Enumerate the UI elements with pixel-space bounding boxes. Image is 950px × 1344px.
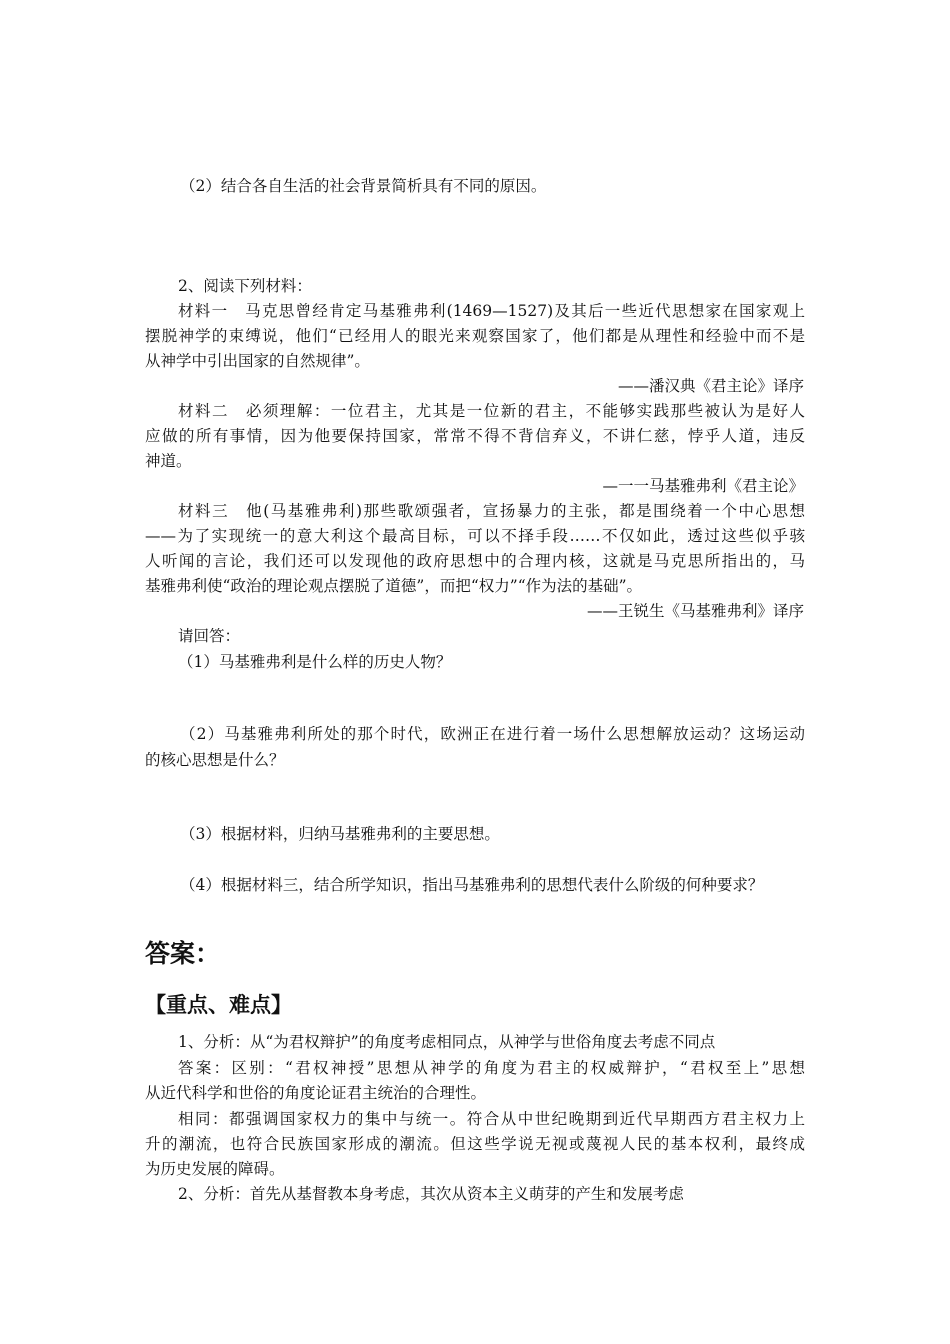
material-2-line-3: 神道。 <box>145 452 192 470</box>
question-2-part-2-line-1: （2）马基雅弗利所处的那个时代，欧洲正在进行着一场什么思想解放运动？这场运动 <box>180 725 805 743</box>
answers-heading: 答案： <box>145 939 221 968</box>
material-1-source: ——潘汉典《君主论》译序 <box>617 377 804 395</box>
material-1-line-3: 从神学中引出国家的自然规律”。 <box>145 352 370 370</box>
material-3-source: ——王锐生《马基雅弗利》译序 <box>586 602 804 620</box>
material-3-line-4: 基雅弗利使“政治的理论观点摆脱了道德”，而把“权力”“作为法的基础”。 <box>145 577 643 595</box>
key-points-heading: 【重点、难点】 <box>145 993 292 1017</box>
material-2-line-1: 材料二 必须理解：一位君主，尤其是一位新的君主，不能够实践那些被认为是好人 <box>178 402 805 420</box>
answer-2-analysis: 2、分析：首先从基督教本身考虑，其次从资本主义萌芽的产生和发展考虑 <box>178 1185 684 1203</box>
question-2-part-2-line-2: 的核心思想是什么？ <box>145 751 285 769</box>
answer-1-common-line-1: 相同：都强调国家权力的集中与统一。符合从中世纪晚期到近代早期西方君主权力上 <box>178 1110 805 1128</box>
answer-1-line-2: 从近代科学和世俗的角度论证君主统治的合理性。 <box>145 1084 487 1102</box>
question-2-intro: 2、阅读下列材料： <box>178 277 312 295</box>
answer-1-common-line-3: 为历史发展的障碍。 <box>145 1160 285 1178</box>
material-1-line-2: 摆脱神学的束缚说，他们“已经用人的眼光来观察国家了，他们都是从理性和经验中而不是 <box>145 327 805 345</box>
material-3-line-2: ——为了实现统一的意大利这个最高目标，可以不择手段……不仅如此，透过这些似乎骇 <box>145 527 805 545</box>
material-1-line-1: 材料一 马克思曾经肯定马基雅弗利(1469—1527)及其后一些近代思想家在国家观上 <box>178 302 805 320</box>
material-3-line-1: 材料三 他(马基雅弗利)那些歌颂强者，宣扬暴力的主张，都是围绕着一个中心思想 <box>178 502 805 520</box>
answer-1-line-1: 答案：区别：“君权神授”思想从神学的角度为君主的权威辩护，“君权至上”思想 <box>178 1059 805 1077</box>
question-1-part-2: （2）结合各自生活的社会背景简析具有不同的原因。 <box>180 177 547 195</box>
answer-1-analysis: 1、分析：从“为君权辩护”的角度考虑相同点，从神学与世俗角度去考虑不同点 <box>178 1033 716 1051</box>
material-3-line-3: 人听闻的言论，我们还可以发现他的政府思想中的合理内核，这就是马克思所指出的，马 <box>145 552 805 570</box>
material-2-line-2: 应做的所有事情，因为他要保持国家，常常不得不背信弃义，不讲仁慈，悖乎人道，违反 <box>145 427 805 445</box>
question-2-part-4: （4）根据材料三，结合所学知识，指出马基雅弗利的思想代表什么阶级的何种要求？ <box>180 876 764 894</box>
answer-1-common-line-2: 升的潮流，也符合民族国家形成的潮流。但这些学说无视或蔑视人民的基本权利，最终成 <box>145 1135 805 1153</box>
material-2-source: —一一马基雅弗利《君主论》 <box>602 477 804 495</box>
question-2-part-1: （1）马基雅弗利是什么样的历史人物？ <box>178 653 452 671</box>
please-answer: 请回答： <box>178 627 241 645</box>
question-2-part-3: （3）根据材料，归纳马基雅弗利的主要思想。 <box>180 825 500 843</box>
